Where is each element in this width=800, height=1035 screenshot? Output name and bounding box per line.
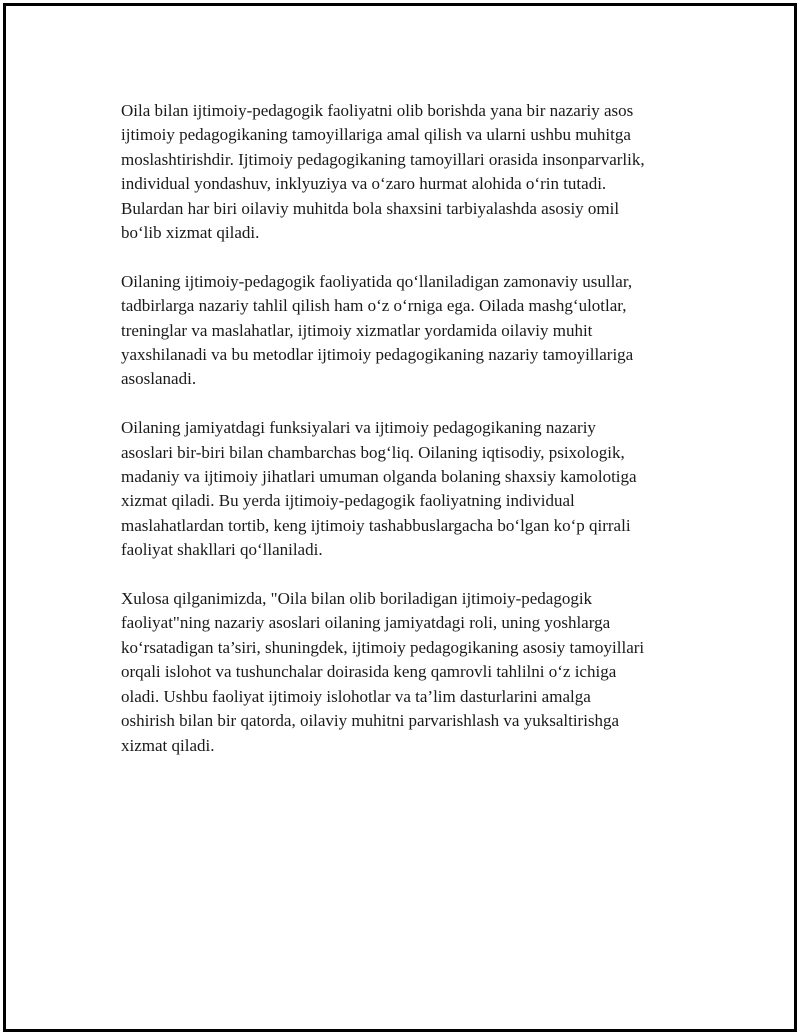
document-body [121, 99, 706, 758]
paragraph-2: Oilaning ijtimoiy-pedagogik faoliyatida qo‘llaniladigan zamonaviy usullar, tadbirlarga nazariy tahlil qilish ham o‘z o‘rniga ega. Oilada mashg‘ulotlar, treninglar va maslahatlar, ijtimoiy xizmatlar yordamida oilaviy muhit yaxshilanadi va bu metodlar ijtimoiy pedagogikaning nazariy tamoyillariga asoslanadi. [121, 271, 634, 389]
paragraph-1: Oila bilan ijtimoiy-pedagogik faoliyatni olib borishda yana bir nazariy asos ijtimoiy pedagogikaning tamoyillariga amal qilish va ularni ushbu muhitga moslashtirishdir. Ijtimoiy pedagogikaning tamoyillari orasida insonparvarlik, individual yondashuv, inklyuziya va o‘zaro hurmat alohida o‘rin tutadi. Bulardan har biri oilaviy muhitda bola shaxsini tarbiyalashda asosiy omil bo‘lib xizmat qiladi. [121, 101, 645, 243]
paragraph-3: Oilaning jamiyatdagi funksiyalari va ijtimoiy pedagogikaning nazariy asoslari bir-biri bilan chambarchas bog‘liq. Oilaning iqtisodiy, psixologik, madaniy va ijtimoiy jihatlari umuman olganda bolaning shaxsiy kamolotiga xizmat qiladi. Bu yerda ijtimoiy-pedagogik faoliyatning individual maslahatlardan tortib, keng ijtimoiy tashabbuslargacha bo‘lgan ko‘p qirrali faoliyat shakllari qo‘llaniladi. [121, 418, 637, 560]
page-frame [3, 3, 797, 1032]
paragraph-4: Xulosa qilganimizda, "Oila bilan olib boriladigan ijtimoiy-pedagogik faoliyat"ning nazariy asoslari oilaning jamiyatdagi roli, uning yoshlarga ko‘rsatadigan ta’siri, shuningdek, ijtimoiy pedagogikaning asosiy tamoyillari orqali islohot va tushunchalar doirasida keng qamrovli tahlilni o‘z ichiga oladi. Ushbu faoliyat ijtimoiy islohotlar va ta’lim dasturlarini amalga oshirish bilan bir qatorda, oilaviy muhitni parvarishlash va yuksaltirishga xizmat qiladi. [121, 589, 645, 755]
